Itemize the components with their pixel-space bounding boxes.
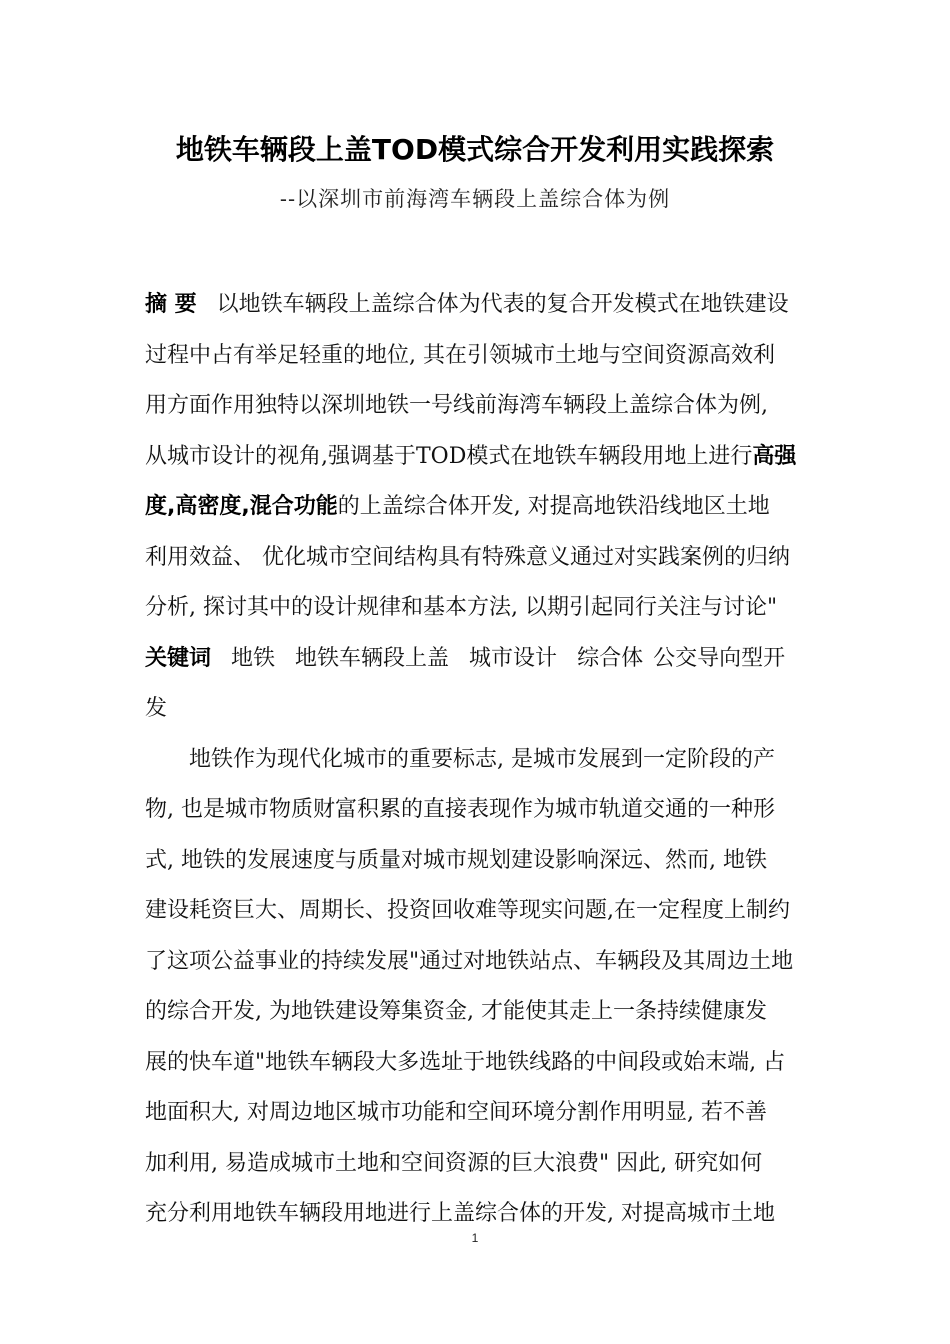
body-line-4 bbox=[145, 886, 805, 937]
body-line-7 bbox=[145, 1038, 805, 1089]
keywords-label: 关键词 bbox=[145, 645, 212, 671]
abstract-line-6 bbox=[145, 533, 805, 584]
document-title: 地铁车辆段上盖TOD模式综合开发利用实践探索 bbox=[175, 133, 775, 166]
body-text-6: 的综合开发, 为地铁建设筹集资金, 才能使其走上一条持续健康发 bbox=[145, 999, 767, 1024]
keyword-item: 公交导向型开 bbox=[653, 645, 786, 671]
body-line-5 bbox=[145, 937, 805, 988]
body-line-6 bbox=[145, 987, 805, 1038]
body-line-9 bbox=[145, 1139, 805, 1190]
body-text-3: 式, 地铁的发展速度与质量对城市规划建设影响深远、然而, 地铁 bbox=[145, 847, 767, 873]
abstract-line-3 bbox=[145, 381, 805, 432]
abstract-line-2 bbox=[145, 331, 805, 382]
body-text-2: 物, 也是城市物质财富积累的直接表现作为城市轨道交通的一种形 bbox=[145, 797, 775, 822]
body-text-4: 建设耗资巨大、周期长、投资回收难等现实问题,在一定程度上制约 bbox=[145, 898, 790, 923]
abstract-line-7 bbox=[145, 583, 805, 634]
keyword-item: 地铁 bbox=[231, 645, 276, 671]
keywords-continuation: 发 bbox=[145, 696, 168, 721]
abstract-text-6: 利用效益、 优化城市空间结构具有特殊意义通过对实践案例的归纳 bbox=[145, 544, 790, 570]
body-text-1: 地铁作为现代化城市的重要标志, 是城市发展到一定阶段的产 bbox=[189, 746, 775, 772]
abstract-text-7: 分析, 探讨其中的设计规律和基本方法, 以期引起同行关注与讨论" bbox=[145, 595, 778, 620]
abstract-text-5: 的上盖综合体开发, 对提高地铁沿线地区土地 bbox=[337, 494, 770, 519]
keyword-item: 综合体 bbox=[577, 645, 644, 671]
body-text-10: 充分利用地铁车辆段用地进行上盖综合体的开发, 对提高城市土地 bbox=[145, 1201, 775, 1226]
abstract-text-4: 从城市设计的视角,强调基于TOD模式在地铁车辆段用地上进行 bbox=[145, 443, 753, 469]
abstract-text-2: 过程中占有举足轻重的地位, 其在引领城市土地与空间资源高效利 bbox=[145, 342, 775, 368]
page-number: 1 bbox=[471, 1231, 479, 1245]
abstract-label: 摘 要 bbox=[145, 292, 197, 317]
document-subtitle: --以深圳市前海湾车辆段上盖综合体为例 bbox=[279, 187, 671, 211]
keywords-continuation-line bbox=[145, 684, 805, 735]
keywords-line bbox=[145, 634, 805, 685]
body-line-8 bbox=[145, 1088, 805, 1139]
keyword-item: 地铁车辆段上盖 bbox=[295, 645, 450, 671]
abstract-text-1: 以地铁车辆段上盖综合体为代表的复合开发模式在地铁建设 bbox=[216, 292, 789, 317]
abstract-line-4 bbox=[145, 432, 805, 483]
body-line-2 bbox=[145, 785, 805, 836]
abstract-text-3: 用方面作用独特以深圳地铁一号线前海湾车辆段上盖综合体为例, bbox=[145, 393, 768, 418]
body-line-3 bbox=[145, 836, 805, 887]
body-text-7: 展的快车道"地铁车辆段大多选址于地铁线路的中间段或始末端, 占 bbox=[145, 1049, 786, 1075]
body-text-5: 了这项公益事业的持续发展"通过对地铁站点、车辆段及其周边土地 bbox=[145, 948, 794, 974]
body-text-9: 加利用, 易造成城市土地和空间资源的巨大浪费" 因此, 研究如何 bbox=[145, 1150, 763, 1176]
abstract-emphasis-2: 度,高密度,混合功能 bbox=[145, 494, 338, 519]
abstract-line-1 bbox=[145, 280, 805, 331]
document-body bbox=[145, 280, 805, 1240]
abstract-line-5 bbox=[145, 482, 805, 533]
body-text-8: 地面积大, 对周边地区城市功能和空间环境分割作用明显, 若不善 bbox=[145, 1100, 767, 1125]
abstract-emphasis-1: 高强 bbox=[752, 443, 797, 469]
body-line-1 bbox=[145, 735, 805, 786]
keyword-item: 城市设计 bbox=[469, 645, 558, 671]
